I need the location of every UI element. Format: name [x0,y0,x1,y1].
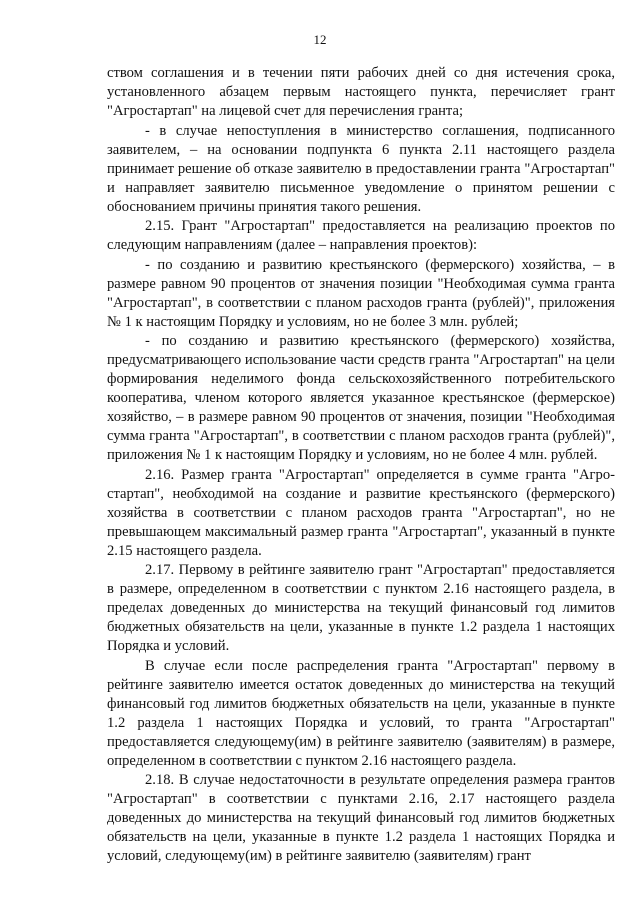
paragraph-2-18: 2.18. В случае недостаточности в результате определения размера грантов "Агростартап" в соответствии с пунктами 2.16, 2.17 настоящего раздела доведенных до министерства на текущий финансовый год лимитов бюджетных обязательств на цели, указанные в пункте 1.2 раздела 1 настоящих Порядка и условий, следующему(им) в рейтинге заявителю (заявителям) грант [107,772,615,864]
paragraph-direction-2: - по созданию и развитию крестьянского (фермерского) хозяйства, предусматривающего использование части средств гранта "Агростартап" на цели формирования неделимого фонда сельскохозяйственного потребительского кооператива, членом которого является указанное крестьянское (фермерское) хозяйство, – в размере равном 90 процентов от значения, позиции "Необходимая сумма гранта "Агростартап", в соответствии с планом расходов гранта (рублей)", приложения № 1 к настоящим Порядку и условиям, но не более 4 млн. рублей. [107,333,615,463]
page-number: 12 [313,32,327,47]
paragraph-direction-1: - по созданию и развитию крестьянского (фермерского) хозяйства, – в размере равном 90 процентов от значения позиции "Необходимая сумма гранта "Агростартап", в соответствии с планом расходов гранта (рублей)", приложения № 1 к настоящим Порядку и условиям, но не более 3 млн. рублей; [107,256,615,330]
paragraph-refusal-clause: - в случае непоступления в министерство соглашения, подписанного заявителем, – на основании подпункта 6 пункта 2.11 настоящего раздела принимает решение об отказе заявителю в предоставлении гранта "Агростартап" и направляет заявителю письменное уведомление о принятом решении с обоснованием причины принятия такого решения. [107,122,615,215]
document-body [107,64,615,867]
paragraph-2-16: 2.16. Размер гранта "Агростартап" определяется в сумме гранта "Агростартап", необходимой на создание и развитие крестьянского (фермерского) хозяйства в соответствии с планом расходов гранта "Агростартап", но не превышающем максимальный размер гранта "Агростартап", указанный в пункте 2.15 настоящего раздела. [107,466,615,559]
paragraph-remainder: В случае если после распределения гранта "Агростартап" первому в рейтинге заявителю имеется остаток доведенных до министерства на текущий финансовый год лимитов бюджетных обязательств на цели, указанные в пункте 1.2 раздела 1 настоящих Порядка и условий, то гранта "Агростартап" предоставляется следующему(им) в рейтинге заявителю (заявителям) в размере, определенном в соответствии с пунктом 2.16 настоящего раздела. [107,657,615,769]
paragraph-2-17: 2.17. Первому в рейтинге заявителю грант "Агростартап" предоставляется в размере, определенном в соответствии с пунктом 2.16 настоящего раздела, в пределах доведенных до министерства на текущий финансовый год лимитов бюджетных обязательств на цели, указанные в пункте 1.2 раздела 1 настоящих Порядка и условий. [107,562,615,654]
paragraph-continuation: ством соглашения и в течении пяти рабочих дней со дня истечения срока, установленного абзацем первым настоящего пункта, перечисляет грант "Агростартап" на лицевой счет для перечисления гранта; [107,65,615,119]
paragraph-2-15: 2.15. Грант "Агростартап" предоставляется на реализацию проектов по следующим направлениям (далее – направления проектов): [107,218,615,253]
